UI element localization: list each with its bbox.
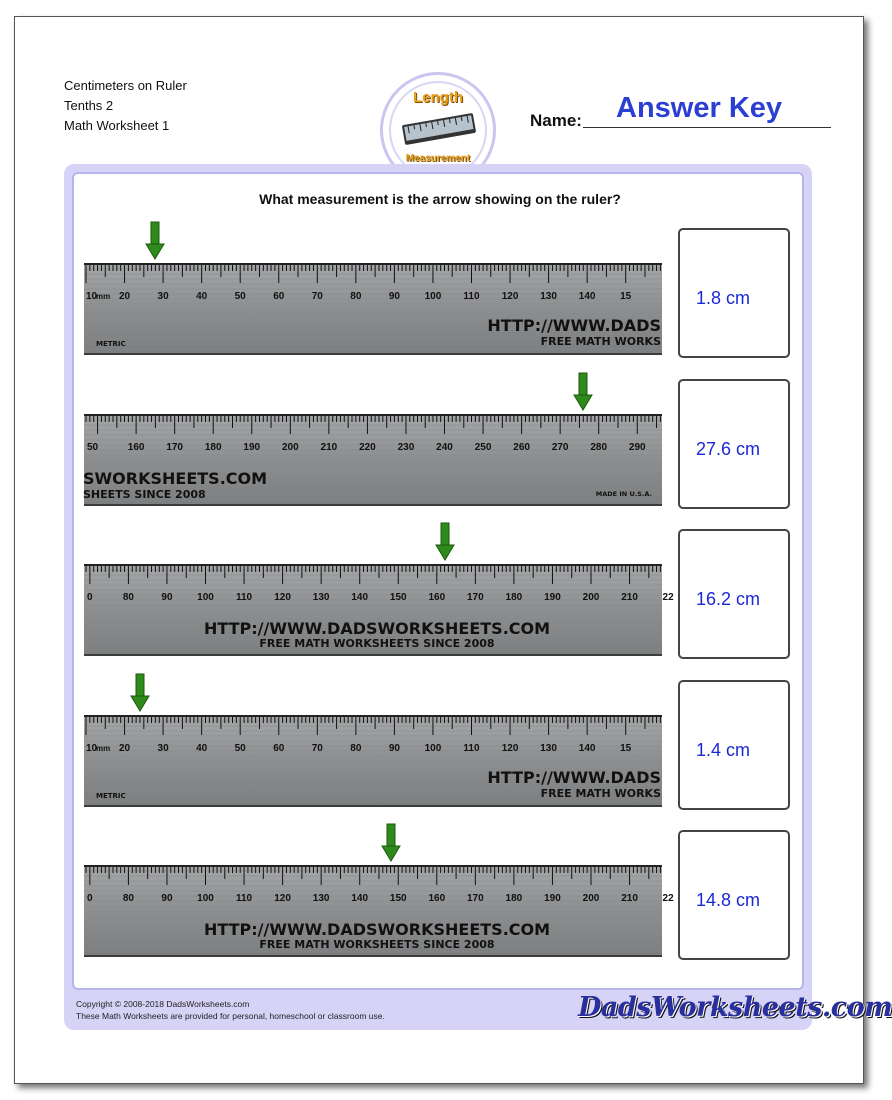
ruler-tick-label: 120 [501,291,519,302]
logo-bottom-text: Measurement [405,153,471,164]
ruler-tagline-text: FREE MATH WORKS [540,335,661,348]
ruler-tick-label: 60 [273,291,285,302]
answer-key-title: Answer Key [616,92,783,124]
ruler [84,263,662,355]
ruler-tick-label: 30 [157,291,169,302]
logo-top-text: Length [413,89,463,106]
ruler-tick-label: 50 [234,743,246,754]
ruler-tick-label: 140 [578,291,596,302]
ruler-tick-label: 30 [157,743,169,754]
ruler [84,414,662,506]
footer-text [76,998,385,1022]
ruler-tick-label: 20 [118,743,131,754]
ruler-url-text: SWORKSHEETS.COM [83,469,268,488]
arrow-pointer-icon [381,824,401,862]
ruler-url-text: HTTP://WWW.DADS [487,316,661,335]
ruler-tick-label: 210 [320,442,338,453]
ruler-tick-label: 130 [540,743,557,754]
ruler-tick-label: 110 [463,291,480,302]
ruler-tick-label: 110 [235,893,253,904]
ruler-tick-label: 160 [127,442,145,453]
ruler-tick-label: 240 [436,442,453,453]
ruler-tick-label: 140 [351,592,369,603]
ruler-tick-label: 180 [505,592,523,603]
answer-box [678,228,790,358]
ruler-metric-label: METRIC [96,792,126,800]
answer-text: 1.8 cm [696,288,751,308]
ruler-url-text: HTTP://WWW.DADSWORKSHEETS.COM [203,920,551,939]
ruler-tick-label: 90 [388,743,400,754]
ruler-tick-label: 170 [467,893,484,904]
ruler-tick-label: 170 [166,442,184,453]
answer-text: 27.6 cm [696,439,761,459]
ruler-tick-label: 80 [122,893,134,904]
worksheet-subtitle: Tenths 2 [64,98,114,113]
ruler-tick-label: 150 [389,893,407,904]
worksheet-title: Centimeters on Ruler [64,78,187,93]
ruler-tick-label: 110 [235,592,253,603]
ruler-tick-label: 100 [424,291,442,302]
ruler-tick-label: 250 [474,442,492,453]
ruler-tick-label: mm [96,744,111,753]
ruler-made-in-label: MADE IN U.S.A. [595,490,652,498]
ruler-tick-label: 50 [87,442,99,453]
ruler-tick-label: 190 [544,592,561,603]
ruler-tagline-text: FREE MATH WORKSHEETS SINCE 2008 [259,637,495,650]
ruler-tick-label: 40 [196,291,208,302]
ruler-tick-label: 15 [620,743,632,754]
ruler-tick-label: 200 [582,893,600,904]
ruler-tick-label: 80 [122,592,134,603]
ruler-tick-label: 70 [311,291,323,302]
ruler [84,715,662,807]
ruler-tick-label: 15 [620,291,632,302]
ruler-tick-label: 120 [274,592,291,603]
ruler-tick-label: 180 [204,442,222,453]
ruler-tick-label: 130 [540,291,557,302]
ruler-tick-label: 100 [197,592,214,603]
ruler-url-text: HTTP://WWW.DADSWORKSHEETS.COM [203,619,551,638]
ruler-tick-label: 190 [243,442,261,453]
ruler-tick-label: 110 [463,743,480,754]
ruler-tick-label: mm [96,292,111,301]
arrow-pointer-icon [435,523,455,561]
ruler-tick-label: 280 [590,442,608,453]
ruler-tick-label: 90 [161,592,173,603]
ruler-tick-label: 60 [273,743,285,754]
ruler-tagline-text: FREE MATH WORKSHEETS SINCE 2008 [259,938,495,951]
ruler-tick-label: 100 [197,893,214,904]
ruler-tick-label: 22 [662,592,674,603]
ruler-tick-label: 90 [388,291,400,302]
ruler-tick-label: 140 [578,743,596,754]
answer-box [678,680,790,810]
ruler-tick-label: 190 [544,893,561,904]
ruler-tick-label: 230 [397,442,415,453]
ruler-tick-label: 0 [87,592,93,603]
ruler-tick-label: 210 [621,592,638,603]
ruler-tick-label: 50 [234,291,246,302]
ruler-tick-label: 290 [628,442,646,453]
ruler-tick-label: 100 [424,743,442,754]
question-text: What measurement is the arrow showing on the ruler? [259,191,621,207]
ruler-tick-label: 80 [350,291,362,302]
ruler-tick-label: 220 [359,442,376,453]
name-label: Name: [530,111,582,130]
worksheet-number: Math Worksheet 1 [64,118,170,133]
ruler-tick-label: 20 [118,291,131,302]
ruler-tick-label: 120 [501,743,519,754]
ruler-tick-label: 260 [513,442,530,453]
name-line [583,127,831,128]
usage-note: These Math Worksheets are provided for personal, homeschool or classroom use. [76,1011,385,1021]
ruler-tick-label: 10 [86,743,98,754]
ruler-tick-label: 160 [428,592,446,603]
ruler-tick-label: 90 [161,893,173,904]
ruler-tick-label: 0 [87,893,93,904]
ruler [84,865,674,957]
ruler [84,564,674,656]
ruler-tick-label: 150 [389,592,407,603]
ruler-tick-label: 10 [86,291,98,302]
ruler-tick-label: 22 [662,893,674,904]
answer-text: 1.4 cm [696,740,751,760]
answer-box [678,529,790,659]
arrow-pointer-icon [130,674,150,712]
copyright-text: Copyright © 2008-2018 DadsWorksheets.com [76,999,250,1009]
ruler-tick-label: 270 [551,442,569,453]
arrow-pointer-icon [573,373,593,411]
ruler-tagline-text: SHEETS SINCE 2008 [83,488,206,501]
ruler-tick-label: 210 [621,893,638,904]
ruler-tick-label: 170 [467,592,484,603]
answer-box [678,830,790,960]
answer-text: 16.2 cm [696,589,761,609]
ruler-tick-label: 180 [505,893,523,904]
ruler-tick-label: 200 [582,592,600,603]
ruler-metric-label: METRIC [96,340,126,348]
ruler-tick-label: 80 [350,743,362,754]
answer-box [678,379,790,509]
arrow-pointer-icon [145,222,165,260]
ruler-tick-label: 130 [312,893,330,904]
ruler-tick-label: 120 [274,893,291,904]
ruler-tick-label: 130 [312,592,330,603]
ruler-tick-label: 140 [351,893,369,904]
ruler-tick-label: 70 [311,743,323,754]
answer-text: 14.8 cm [696,890,761,910]
ruler-tick-label: 160 [428,893,446,904]
ruler-tick-label: 200 [281,442,299,453]
ruler-tick-label: 40 [196,743,208,754]
ruler-tagline-text: FREE MATH WORKS [540,787,661,800]
ruler-icon [399,109,479,149]
ruler-url-text: HTTP://WWW.DADS [487,768,661,787]
brand-logo: DadsWorksheets.com [578,992,892,1023]
